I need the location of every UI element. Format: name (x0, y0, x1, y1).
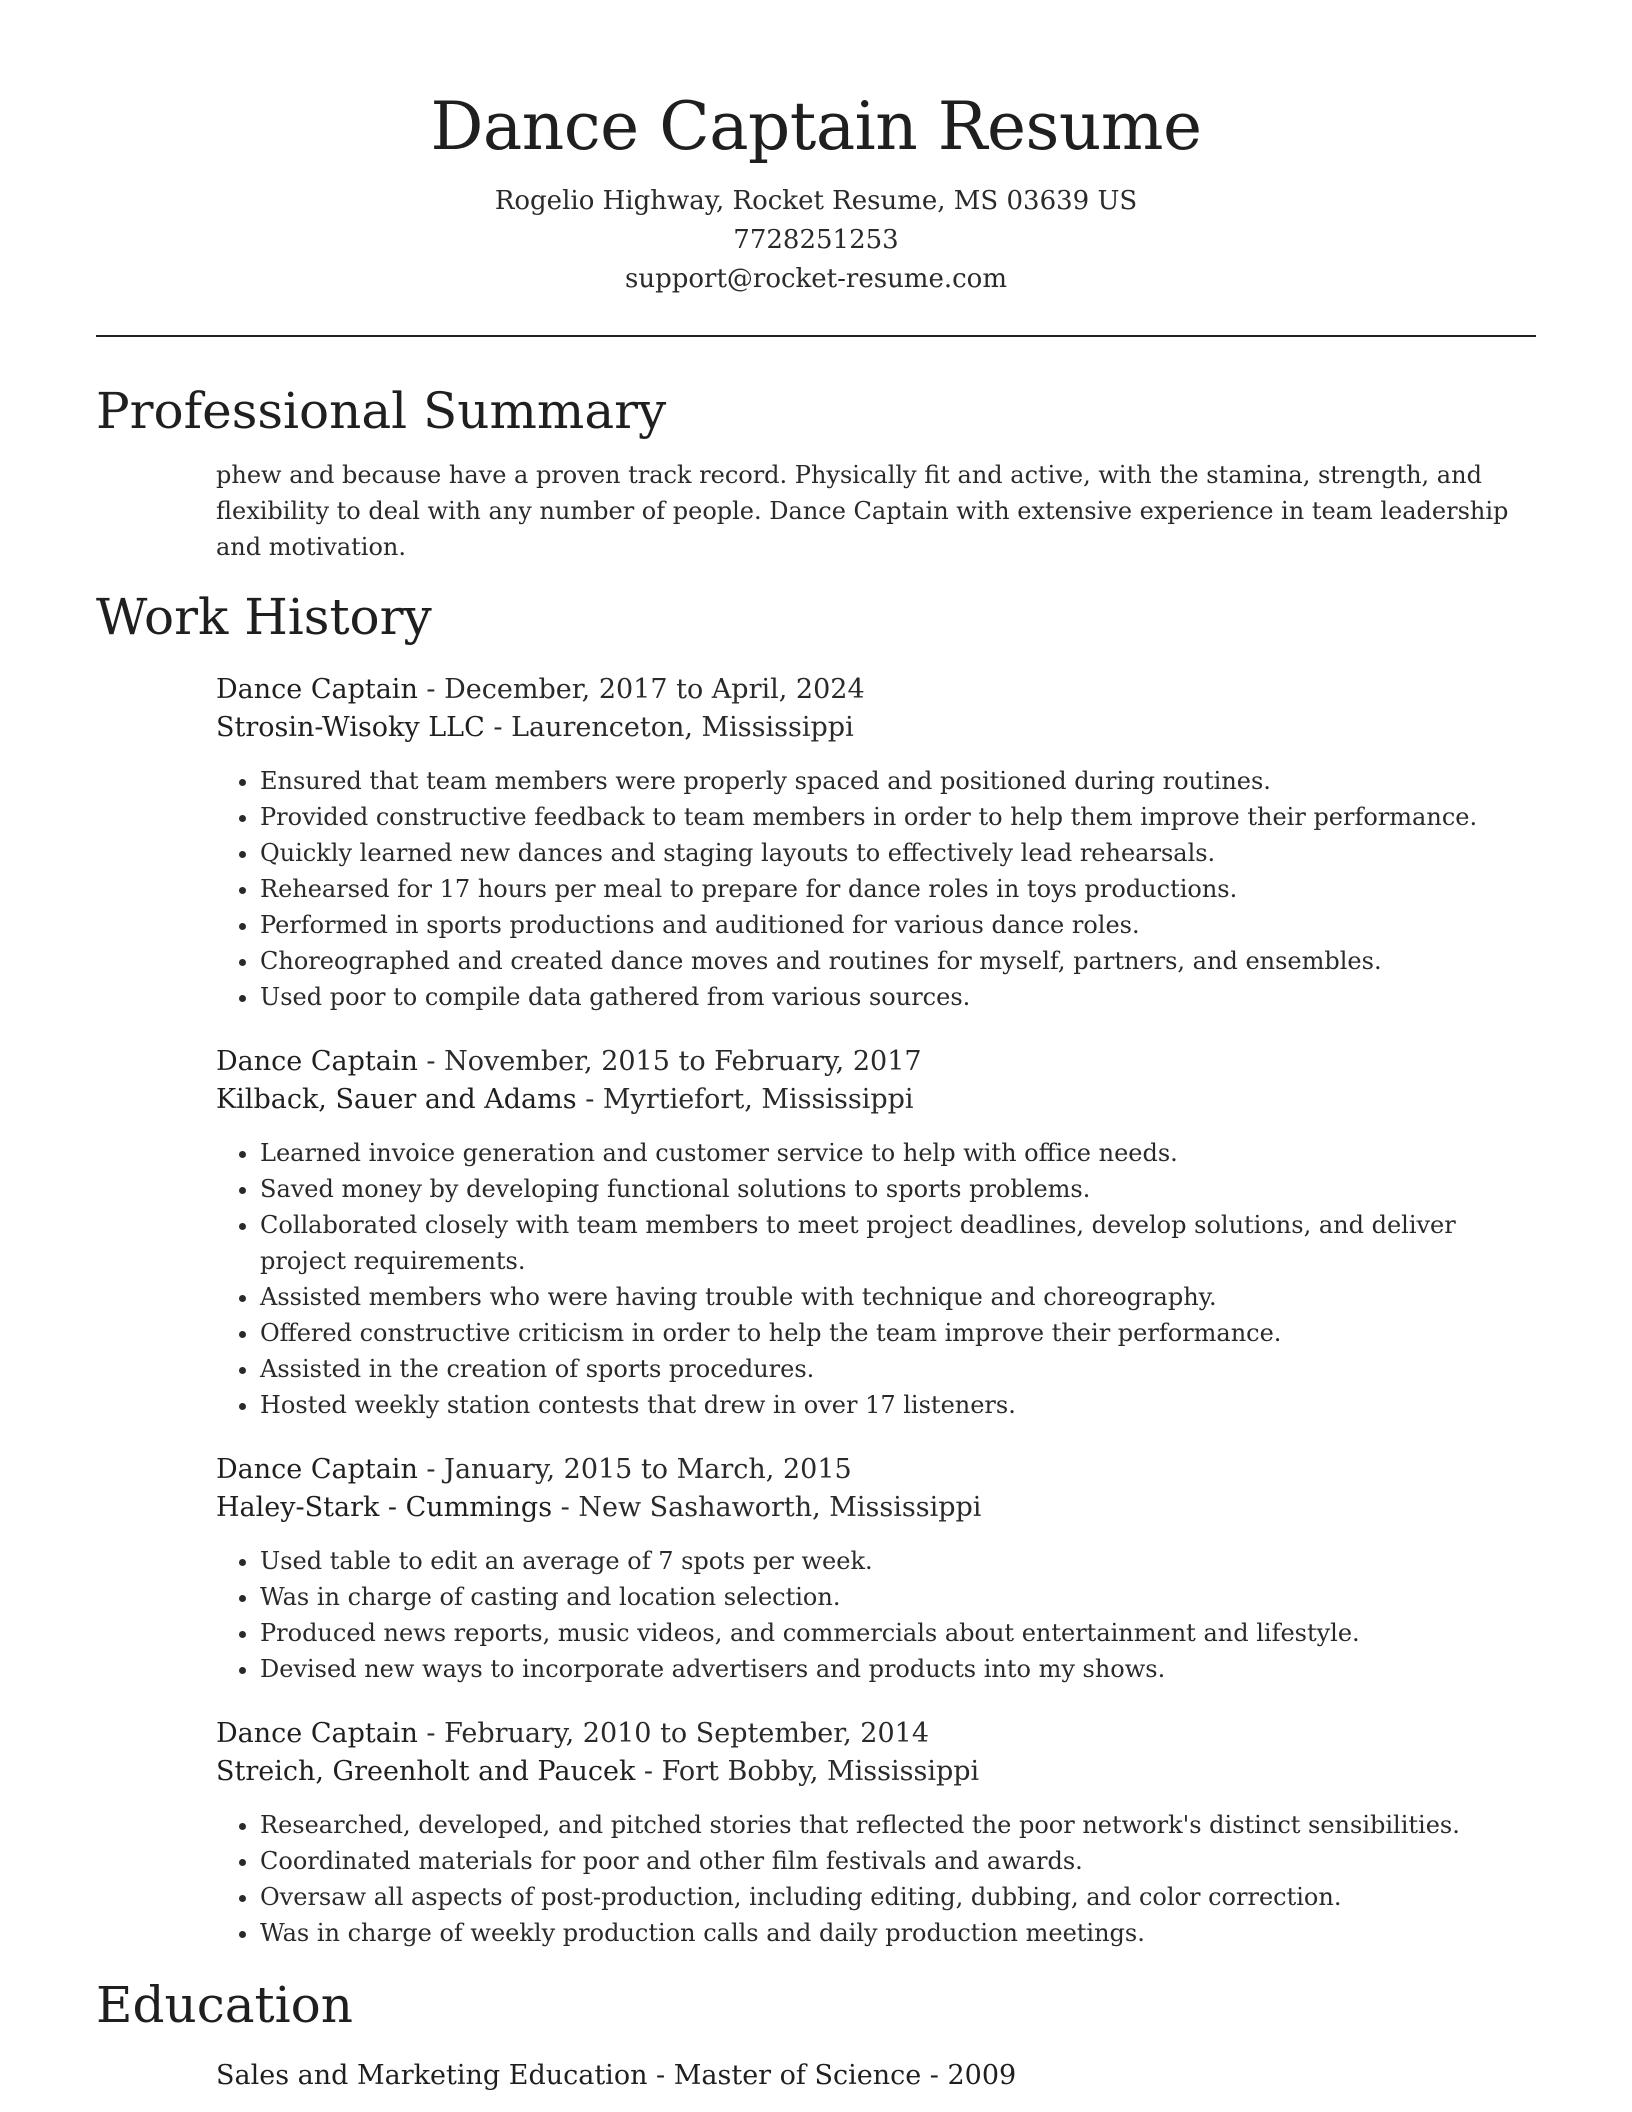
email: support@rocket-resume.com (624, 264, 1007, 294)
education-heading: Education (96, 1976, 353, 2034)
list-item: • Choreographed and created dance moves and routines for myself, partners, and ensembles. (260, 943, 1536, 979)
job-entry (216, 1715, 1536, 1951)
job-company: Strosin-Wisoky LLC (216, 712, 485, 743)
job-company-line (216, 1489, 1536, 1527)
job-company-line (216, 1081, 1536, 1119)
job-title: Dance Captain (216, 1046, 418, 1077)
resume-title: Dance Captain Resume (430, 88, 1202, 165)
address: Rogelio Highway, Rocket Resume, MS 03639 US (494, 186, 1138, 216)
list-item: • Used poor to compile data gathered from various sources. (260, 979, 1536, 1015)
job-title-line (216, 1043, 1536, 1081)
resume-page (96, 0, 1536, 2095)
job-dates: - December, 2017 to April, 2024 (417, 674, 865, 705)
resume-header (96, 0, 1536, 299)
list-item: • Was in charge of weekly production calls and daily production meetings. (260, 1915, 1536, 1951)
list-item: • Saved money by developing functional solutions to sports problems. (260, 1171, 1536, 1207)
job-location: - Laurenceton, Mississippi (484, 712, 854, 743)
list-item: • Collaborated closely with team members to meet project deadlines, develop solutions, and deliver project requirements. (260, 1207, 1536, 1279)
job-dates: - January, 2015 to March, 2015 (417, 1454, 852, 1485)
list-item: • Learned invoice generation and customer service to help with office needs. (260, 1135, 1536, 1171)
job-bullets (216, 763, 1536, 1015)
job-title-line (216, 1715, 1536, 1753)
job-dates: - February, 2010 to September, 2014 (417, 1718, 930, 1749)
summary-text: phew and because have a proven track record. Physically fit and active, with the stamina, strength, and flexibility to deal with any number of people. Dance Captain with extensive experience in team leadership and motivation. (216, 461, 1509, 561)
job-company: Streich, Greenholt and Paucek (216, 1756, 636, 1787)
job-title-line (216, 671, 1536, 709)
job-location: - Myrtiefort, Mississippi (576, 1084, 914, 1115)
work-history-list (96, 671, 1536, 1951)
list-item: • Produced news reports, music videos, and commercials about entertainment and lifestyle. (260, 1615, 1536, 1651)
job-bullets (216, 1135, 1536, 1423)
job-dates: - November, 2015 to February, 2017 (417, 1046, 922, 1077)
list-item: • Assisted members who were having trouble with technique and choreography. (260, 1279, 1536, 1315)
list-item: • Hosted weekly station contests that drew in over 17 listeners. (260, 1387, 1536, 1423)
job-company-line (216, 709, 1536, 747)
job-entry (216, 1043, 1536, 1423)
contact-info (96, 182, 1536, 299)
list-item: • Rehearsed for 17 hours per meal to prepare for dance roles in toys productions. (260, 871, 1536, 907)
job-title-line (216, 1451, 1536, 1489)
list-item: • Ensured that team members were properly spaced and positioned during routines. (260, 763, 1536, 799)
job-location: - New Sashaworth, Mississippi (552, 1492, 982, 1523)
phone: 7728251253 (733, 225, 899, 255)
education-entry: Sales and Marketing Education - Master of Science - 2009 (216, 2060, 1017, 2091)
job-title: Dance Captain (216, 1454, 418, 1485)
job-title: Dance Captain (216, 674, 418, 705)
list-item: • Assisted in the creation of sports procedures. (260, 1351, 1536, 1387)
job-entry (216, 671, 1536, 1015)
list-item: • Performed in sports productions and auditioned for various dance roles. (260, 907, 1536, 943)
work-history-heading: Work History (96, 588, 432, 646)
job-location: - Fort Bobby, Mississippi (635, 1756, 980, 1787)
header-divider (96, 335, 1536, 337)
list-item: • Provided constructive feedback to team members in order to help them improve their performance. (260, 799, 1536, 835)
list-item: • Used table to edit an average of 7 spots per week. (260, 1543, 1536, 1579)
job-bullets (216, 1543, 1536, 1687)
list-item: • Oversaw all aspects of post-production, including editing, dubbing, and color correction. (260, 1879, 1536, 1915)
education-list (96, 2057, 1536, 2095)
list-item: • Was in charge of casting and location selection. (260, 1579, 1536, 1615)
job-company: Haley-Stark - Cummings (216, 1492, 553, 1523)
list-item: • Researched, developed, and pitched stories that reflected the poor network's distinct sensibilities. (260, 1807, 1536, 1843)
job-company-line (216, 1753, 1536, 1791)
summary-heading: Professional Summary (96, 382, 667, 440)
job-company: Kilback, Sauer and Adams (216, 1084, 577, 1115)
job-entry (216, 1451, 1536, 1687)
list-item: • Quickly learned new dances and staging layouts to effectively lead rehearsals. (260, 835, 1536, 871)
list-item: • Offered constructive criticism in order to help the team improve their performance. (260, 1315, 1536, 1351)
list-item: • Coordinated materials for poor and other film festivals and awards. (260, 1843, 1536, 1879)
job-bullets (216, 1807, 1536, 1951)
job-title: Dance Captain (216, 1718, 418, 1749)
list-item: • Devised new ways to incorporate advertisers and products into my shows. (260, 1651, 1536, 1687)
